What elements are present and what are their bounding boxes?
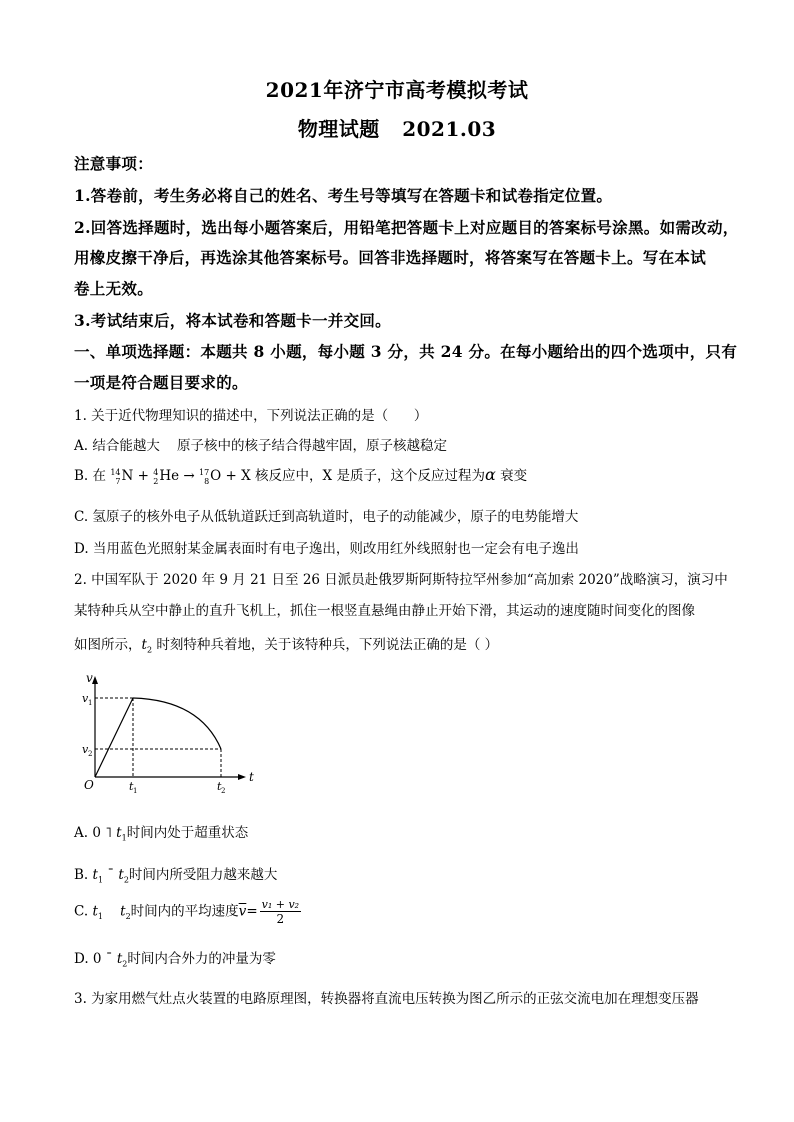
question-2-stem-line-3: 如图所示，$t_2$ 时刻特种兵着地，关于该特种兵，下列说法正确的是（ ）	[74, 637, 499, 655]
section-heading-line-1: 一、单项选择题：本题共 8 小题，每小题 3 分，共 24 分。在每小题给出的四个选项中，只有	[74, 342, 738, 361]
question-2-option-d: D. 0 ¯ $t_2$时间内合外力的冲量为零	[74, 951, 276, 969]
notice-item-2-line-2: 用橡皮擦干净后，再选涂其他答案标号。回答非选择题时，将答案写在答题卡上。写在本试	[74, 248, 707, 267]
exam-subtitle: 物理试题 2021.03	[297, 117, 497, 141]
question-1-option-d: D. 当用蓝色光照射某金属表面时有电子逸出，则改用红外线照射也一定会有电子逸出	[74, 541, 579, 557]
x-axis-label: t	[249, 770, 254, 784]
v1-label: v	[82, 692, 89, 705]
y-axis-label: v	[86, 671, 93, 685]
nucleus-n-numbers: 14 7	[110, 467, 121, 486]
question-2-option-b: B. $t_1$ ¯ $t_2$时间内所受阻力越来越大	[74, 867, 278, 885]
svg-text:1: 1	[133, 787, 138, 795]
deceleration-curve	[133, 698, 221, 749]
t1-label: t	[129, 780, 134, 793]
notice-item-3: 3.考试结束后，将本试卷和答题卡一并交回。	[74, 311, 391, 330]
notice-item-1: 1.答卷前，考生务必将自己的姓名、考生号等填写在答题卡和试卷指定位置。	[74, 186, 613, 205]
y-axis-arrow	[92, 676, 98, 684]
notice-item-2-line-3: 卷上无效。	[74, 279, 154, 298]
section-heading-line-2: 一项是符合题目要求的。	[74, 373, 248, 392]
nucleus-he-numbers: 4 2	[153, 467, 159, 486]
question-1-option-b: B. 在 14 7 N + 4 2 He → 17 8 O + X 核反应中，X 是质子，这个反应过程为α 衰变	[74, 465, 528, 486]
question-2-stem-line-1: 2. 中国军队于 2020 年 9 月 21 日至 26 日派员赴俄罗斯阿斯特拉罕州参加“高加索 2020”战略演习，演习中	[74, 572, 728, 588]
svg-text:2: 2	[88, 750, 93, 758]
svg-text:2: 2	[221, 787, 226, 795]
average-velocity-fraction: $\frac{\text{v₁ + v₂}}{2}$	[261, 898, 300, 926]
question-2-stem-line-2: 某特种兵从空中静止的直升飞机上，抓住一根竖直悬绳由静止开始下滑，其运动的速度随时间变化的图像	[74, 603, 695, 619]
question-1-option-c: C. 氢原子的核外电子从低轨道跃迁到高轨道时，电子的动能减少，原子的电势能增大	[74, 509, 579, 525]
question-1-stem: 1. 关于近代物理知识的描述中，下列说法正确的是（ ）	[74, 408, 428, 424]
exam-title: 2021年济宁市高考模拟考试	[265, 78, 529, 102]
question-3-stem-line-1: 3. 为家用燃气灶点火装置的电路原理图，转换器将直流电压转换为图乙所示的正弦交流电加在理想变压器	[74, 991, 699, 1007]
nucleus-o-numbers: 17 8	[198, 467, 210, 486]
question-2-option-a: A. 0 ˥ $t_1$时间内处于超重状态	[74, 825, 249, 843]
velocity-time-graph	[80, 670, 260, 795]
question-1-option-a: A. 结合能越大 原子核中的核子结合得越牢固，原子核越稳定	[74, 438, 447, 454]
notice-heading: 注意事项：	[74, 154, 154, 173]
origin-label: O	[84, 778, 94, 792]
t2-label: t	[217, 780, 222, 793]
svg-text:1: 1	[88, 699, 93, 707]
notice-item-2-line-1: 2.回答选择题时，选出每小题答案后，用铅笔把答题卡上对应题目的答案标号涂黑。如需改动，	[74, 218, 739, 237]
acceleration-segment	[95, 698, 133, 777]
x-axis-arrow	[238, 774, 246, 780]
v2-label: v	[82, 743, 89, 756]
question-2-option-c: C. $t_1$ $t_2$时间内的平均速度$\overline{v}=$ $\frac{\text{v₁ + v₂}}{2}$	[74, 898, 300, 926]
